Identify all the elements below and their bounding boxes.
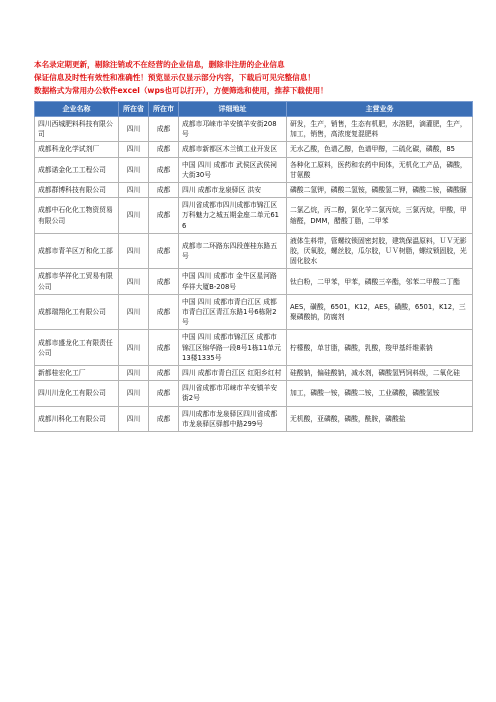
province: 四川 <box>119 269 149 294</box>
header-business: 主营业务 <box>287 102 473 117</box>
city: 成都 <box>149 157 179 182</box>
business: 磷酸二氢钾，磷酸二氢铵，磷酸氢二钾，磷酸二铵，磷酸脲 <box>287 183 473 198</box>
address: 成都市邛崃市羊安镇羊安街208号 <box>179 117 287 142</box>
notice-block <box>34 58 474 97</box>
table-row <box>35 406 473 431</box>
address: 四川成都市龙泉驿区四川省成都市龙泉驿区驿都中路299号 <box>179 406 287 431</box>
business: 无水乙酸，色谱乙醇，色谱甲醇，二硫化碳，磷酸，85 <box>287 142 473 157</box>
company-name: 成都川科化工有限公司 <box>35 406 119 431</box>
table-row <box>35 381 473 406</box>
company-name: 新都桂宏化工厂 <box>35 366 119 381</box>
city: 成都 <box>149 269 179 294</box>
address: 中国 四川 成都市锦江区 成都市锦江区锦华路一段8号1栋11单元13楼1335号 <box>179 330 287 366</box>
province: 四川 <box>119 406 149 431</box>
company-name: 成都瑞翔化工有限公司 <box>35 294 119 330</box>
address: 中国 四川 成都市 武侯区武侯祠大街30号 <box>179 157 287 182</box>
header-company-name: 企业名称 <box>35 102 119 117</box>
city: 成都 <box>149 366 179 381</box>
address: 成都市二环路东四段莲桂东路五号 <box>179 233 287 269</box>
address: 四川 成都市青白江区 红阳乡红村 <box>179 366 287 381</box>
address: 四川省成都市邛崃市羊安镇羊安街2号 <box>179 381 287 406</box>
province: 四川 <box>119 198 149 234</box>
province: 四川 <box>119 381 149 406</box>
province: 四川 <box>119 366 149 381</box>
table-row <box>35 117 473 142</box>
table-row <box>35 198 473 234</box>
province: 四川 <box>119 157 149 182</box>
business: 二氯乙烷，丙二醇，氯化苄二氯丙烷，三氯丙烷，甲酸，甲缩醛，DMM，醋酸丁脂，二甲苯 <box>287 198 473 234</box>
address: 中国 四川 成都市 金牛区星河路华祥大厦B-208号 <box>179 269 287 294</box>
company-name: 成都群博科技有限公司 <box>35 183 119 198</box>
city: 成都 <box>149 142 179 157</box>
city: 成都 <box>149 117 179 142</box>
company-name: 成都科龙化学试剂厂 <box>35 142 119 157</box>
province: 四川 <box>119 233 149 269</box>
header-city: 所在市 <box>149 102 179 117</box>
business: 加工，磷酸一铵，磷酸二铵，工业磷酸，磷酸氢铵 <box>287 381 473 406</box>
city: 成都 <box>149 183 179 198</box>
company-name: 成都市青羊区万和化工部 <box>35 233 119 269</box>
business: 各种化工原料，医药和农药中间体，无机化工产品，磷酸，甘氨酸 <box>287 157 473 182</box>
table-row <box>35 157 473 182</box>
province: 四川 <box>119 117 149 142</box>
company-name: 四川川龙化工有限公司 <box>35 381 119 406</box>
business: 无机酸，亚磷酸，磷酸，酰胺，磷酸盐 <box>287 406 473 431</box>
company-name: 四川西城肥料科技有限公司 <box>35 117 119 142</box>
table-row <box>35 294 473 330</box>
notice-line-2: 保证信息及时性有效性和准确性！预览显示仅显示部分内容，下载后可见完整信息！ <box>34 73 315 82</box>
province: 四川 <box>119 142 149 157</box>
city: 成都 <box>149 294 179 330</box>
table-row <box>35 142 473 157</box>
company-table <box>34 101 473 432</box>
province: 四川 <box>119 294 149 330</box>
business: 硅酸钠，偏硅酸钠，减水剂，磷酸氢钙饲料级，二氧化硅 <box>287 366 473 381</box>
address: 中国 四川 成都市青白江区 成都市青白江区青江东路1号6栋附2号 <box>179 294 287 330</box>
table-row <box>35 183 473 198</box>
business: 研发，生产，销售，生态有机肥，水溶肥，滴灌肥，生产，加工，销售，高浓度复混肥料 <box>287 117 473 142</box>
business: AES，磺酸，6501，K12，AES，磺酸，6501，K12，三聚磷酸钠，防腐剂 <box>287 294 473 330</box>
city: 成都 <box>149 233 179 269</box>
city: 成都 <box>149 198 179 234</box>
business: 柠檬酸，单甘脂，磷酸，乳酸，羧甲基纤维素钠 <box>287 330 473 366</box>
company-name: 成都诺金化工工程公司 <box>35 157 119 182</box>
notice-line-3: 数据格式为常用办公软件excel（wps也可以打开），方便筛选和使用，推荐下载使用！ <box>34 86 328 95</box>
table-header-row <box>35 102 473 117</box>
address: 成都市新都区木兰镇工业开发区 <box>179 142 287 157</box>
business: 钛白粉，二甲苯，甲苯，磷酸三辛酯，邻苯二甲酸二丁酯 <box>287 269 473 294</box>
table-row <box>35 330 473 366</box>
city: 成都 <box>149 330 179 366</box>
table-row <box>35 269 473 294</box>
province: 四川 <box>119 183 149 198</box>
company-name: 成都中石化化工物资贸易有限公司 <box>35 198 119 234</box>
city: 成都 <box>149 381 179 406</box>
company-name: 成都市华祥化工贸易有限公司 <box>35 269 119 294</box>
notice-line-1: 本名录定期更新，剔除注销或不在经营的企业信息，删除非注册的企业信息 <box>34 60 285 69</box>
header-province: 所在省 <box>119 102 149 117</box>
address: 四川省成都市四川成都市锦江区万科魅力之城五期金座二单元616 <box>179 198 287 234</box>
header-address: 详细地址 <box>179 102 287 117</box>
business: 液体生料带，管螺纹锁固密封胶，建筑保温原料，ＵＶ无影胶，厌氧胶，螺丝胶，瓜尔胶，ＵＶ树脂，螺纹锁固胶，光固化胶水 <box>287 233 473 269</box>
city: 成都 <box>149 406 179 431</box>
address: 四川 成都市龙泉驿区 洪安 <box>179 183 287 198</box>
table-row <box>35 233 473 269</box>
company-name: 成都市盛龙化工有限责任公司 <box>35 330 119 366</box>
table-row <box>35 366 473 381</box>
province: 四川 <box>119 330 149 366</box>
